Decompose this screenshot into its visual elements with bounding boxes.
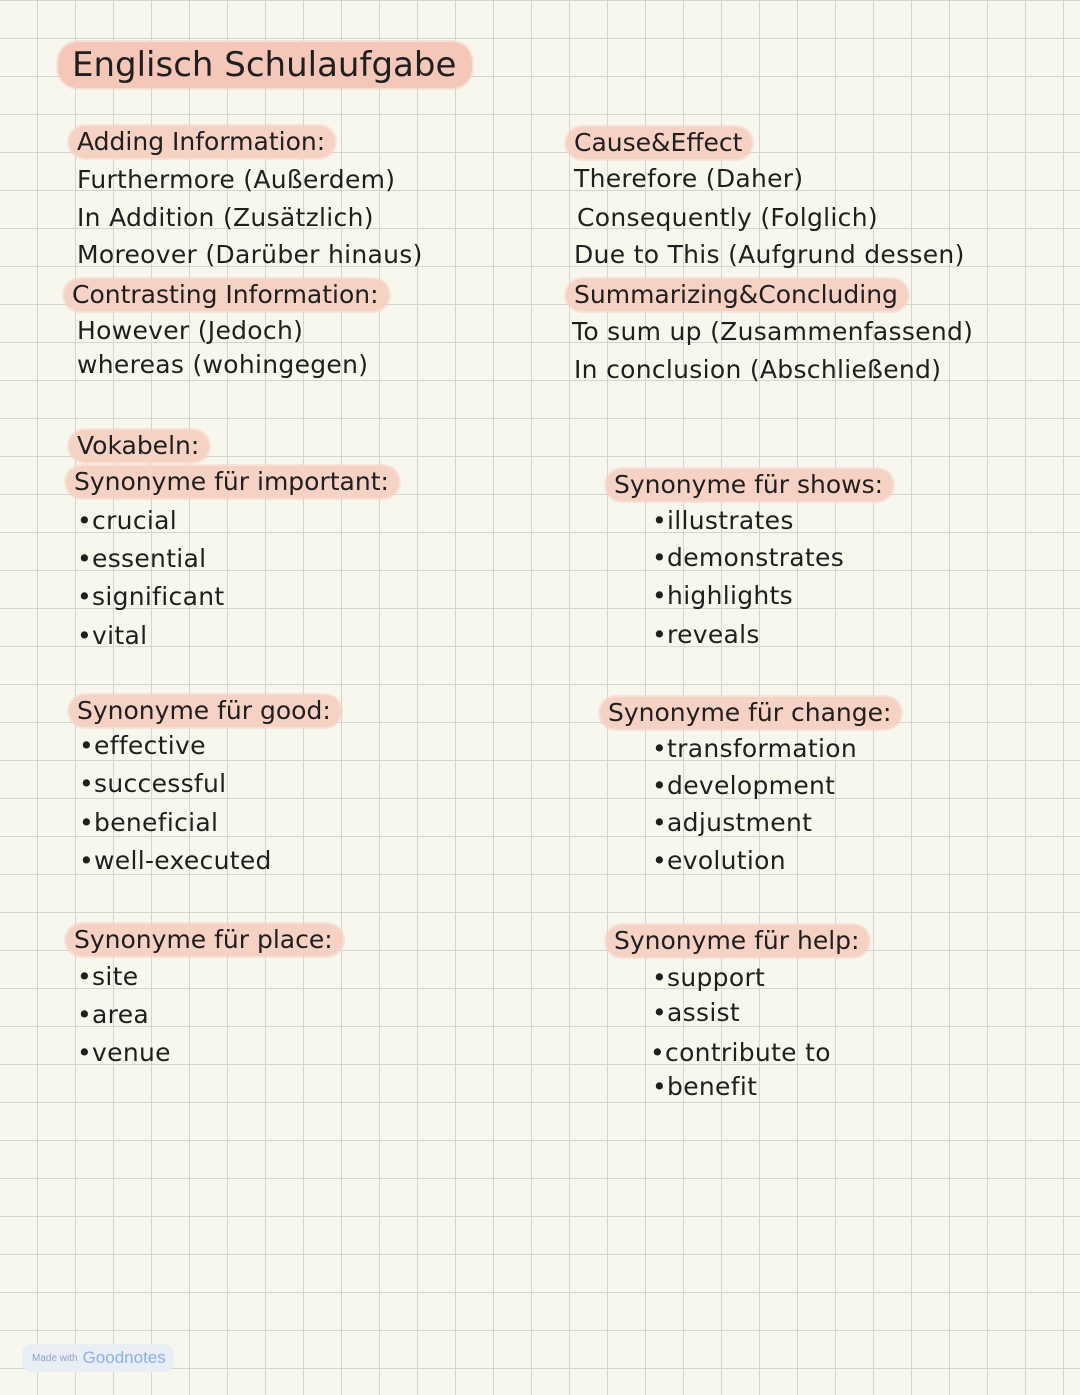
- synonym-item: •effective: [79, 731, 206, 760]
- synonym-item: •support: [652, 963, 766, 992]
- vokabeln-heading: Vokabeln:: [69, 430, 209, 462]
- cause-effect-heading: Cause&Effect: [566, 127, 752, 159]
- synonym-item: •transformation: [652, 734, 858, 763]
- summarizing-item: In conclusion (Abschließend): [574, 355, 942, 384]
- adding-item: In Addition (Zusätzlich): [77, 203, 374, 232]
- synonym-item: •adjustment: [652, 808, 813, 837]
- synonyms-good-heading: Synonyme für good:: [69, 695, 341, 727]
- synonym-item: •demonstrates: [652, 543, 845, 572]
- synonym-item: •significant: [77, 582, 225, 611]
- summarizing-concluding-heading: Summarizing&Concluding: [566, 279, 908, 311]
- synonym-item: •contribute to: [650, 1038, 831, 1067]
- synonym-item: •evolution: [652, 846, 786, 875]
- goodnotes-brand: Goodnotes: [82, 1348, 166, 1367]
- synonyms-place-heading: Synonyme für place:: [66, 924, 343, 956]
- adding-item: Moreover (Darüber hinaus): [77, 240, 423, 269]
- synonym-item: •successful: [79, 769, 227, 798]
- page-title: Englisch Schulaufgabe: [58, 42, 472, 88]
- synonym-item: •essential: [77, 544, 207, 573]
- synonyms-change-heading: Synonyme für change:: [600, 697, 901, 729]
- synonym-item: •highlights: [652, 581, 793, 610]
- adding-item: Furthermore (Außerdem): [77, 165, 396, 194]
- contrasting-item: whereas (wohingegen): [77, 350, 369, 379]
- adding-information-heading: Adding Information:: [69, 126, 335, 158]
- synonym-item: •beneficial: [79, 808, 219, 837]
- synonyms-important-heading: Synonyme für important:: [66, 466, 399, 498]
- synonym-item: •development: [652, 771, 836, 800]
- contrasting-item: However (Jedoch): [77, 316, 304, 345]
- contrasting-information-heading: Contrasting Information:: [64, 279, 389, 311]
- cause-item: Consequently (Folglich): [577, 203, 878, 232]
- summarizing-item: To sum up (Zusammenfassend): [572, 317, 974, 346]
- synonym-item: •crucial: [77, 506, 177, 535]
- synonym-item: •benefit: [652, 1072, 758, 1101]
- synonym-item: •assist: [652, 998, 740, 1027]
- cause-item: Therefore (Daher): [574, 164, 804, 193]
- synonym-item: •well-executed: [79, 846, 272, 875]
- synonyms-shows-heading: Synonyme für shows:: [606, 469, 893, 501]
- made-with-label: Made with: [32, 1352, 78, 1364]
- synonym-item: •area: [77, 1000, 149, 1029]
- goodnotes-badge[interactable]: [22, 1344, 174, 1372]
- synonym-item: •vital: [77, 621, 148, 650]
- synonym-item: •reveals: [652, 620, 760, 649]
- synonym-item: •site: [77, 962, 139, 991]
- synonyms-help-heading: Synonyme für help:: [606, 925, 869, 957]
- cause-item: Due to This (Aufgrund dessen): [574, 240, 965, 269]
- synonym-item: •illustrates: [652, 506, 794, 535]
- synonym-item: •venue: [77, 1038, 171, 1067]
